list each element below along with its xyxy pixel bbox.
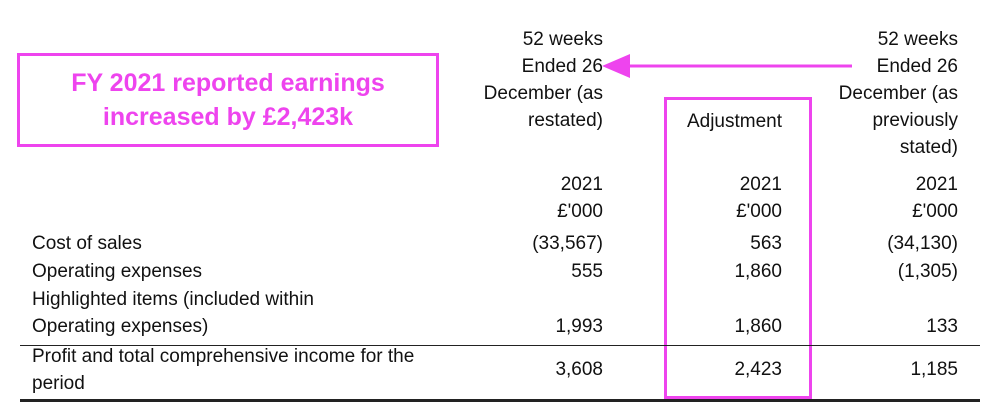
previous-heading (839, 26, 958, 161)
row-label-line: Profit and total comprehensive income for the (32, 346, 415, 367)
row-label-highlighted-items (32, 286, 314, 340)
adjustment-unit: £'000 (736, 201, 782, 222)
row-label-cost-of-sales (32, 230, 142, 257)
row-label-profit-total (32, 343, 414, 397)
cell-restated: 555 (571, 261, 603, 282)
adjustment-heading (687, 108, 782, 135)
adjustment-heading-line: Adjustment (686, 111, 782, 132)
previous-heading-line: previously (872, 110, 958, 131)
previous-unit: £'000 (912, 201, 958, 222)
restated-heading (484, 26, 603, 134)
previous-heading-line: December (as (838, 83, 958, 104)
restated-year: 2021 (560, 174, 603, 195)
row-label-line: Highlighted items (included within (32, 289, 314, 310)
restated-heading-line: December (as (483, 83, 603, 104)
cell-restated: 1,993 (555, 316, 603, 337)
cell-adjustment: 1,860 (734, 261, 782, 282)
row-label-line: Operating expenses (32, 261, 203, 282)
restated-year-unit (557, 171, 603, 225)
cell-previous: (1,305) (897, 261, 958, 282)
restated-unit: £'000 (557, 201, 603, 222)
cell-previous: (34,130) (887, 233, 958, 254)
row-label-operating-expenses (32, 258, 202, 285)
previous-heading-line: stated) (899, 137, 958, 158)
row-label-line: period (32, 373, 85, 394)
adjustment-column-highlight (664, 97, 812, 399)
cell-previous: 133 (926, 316, 958, 337)
callout-line-2: increased by £2,423k (102, 103, 354, 131)
previous-year: 2021 (915, 174, 958, 195)
adjustment-year-unit (736, 171, 782, 225)
row-label-line: Cost of sales (32, 233, 142, 254)
cell-adjustment: 563 (750, 233, 782, 254)
restated-heading-line: Ended 26 (521, 56, 603, 77)
restated-heading-line: restated) (528, 110, 603, 131)
previous-year-unit (912, 171, 958, 225)
restated-heading-line: 52 weeks (522, 29, 603, 50)
row-label-line: Operating expenses) (32, 316, 209, 337)
cell-adjustment: 1,860 (734, 316, 782, 337)
previous-heading-line: 52 weeks (877, 29, 958, 50)
cell-previous: 1,185 (910, 359, 958, 380)
cell-restated: (33,567) (532, 233, 603, 254)
cell-restated: 3,608 (555, 359, 603, 380)
bottom-rule (20, 399, 980, 402)
left-arrow-icon (600, 48, 860, 84)
callout-line-1: FY 2021 reported earnings (71, 69, 385, 97)
previous-heading-line: Ended 26 (876, 56, 958, 77)
earnings-callout (17, 53, 439, 147)
adjustment-year: 2021 (739, 174, 782, 195)
cell-adjustment: 2,423 (734, 359, 782, 380)
